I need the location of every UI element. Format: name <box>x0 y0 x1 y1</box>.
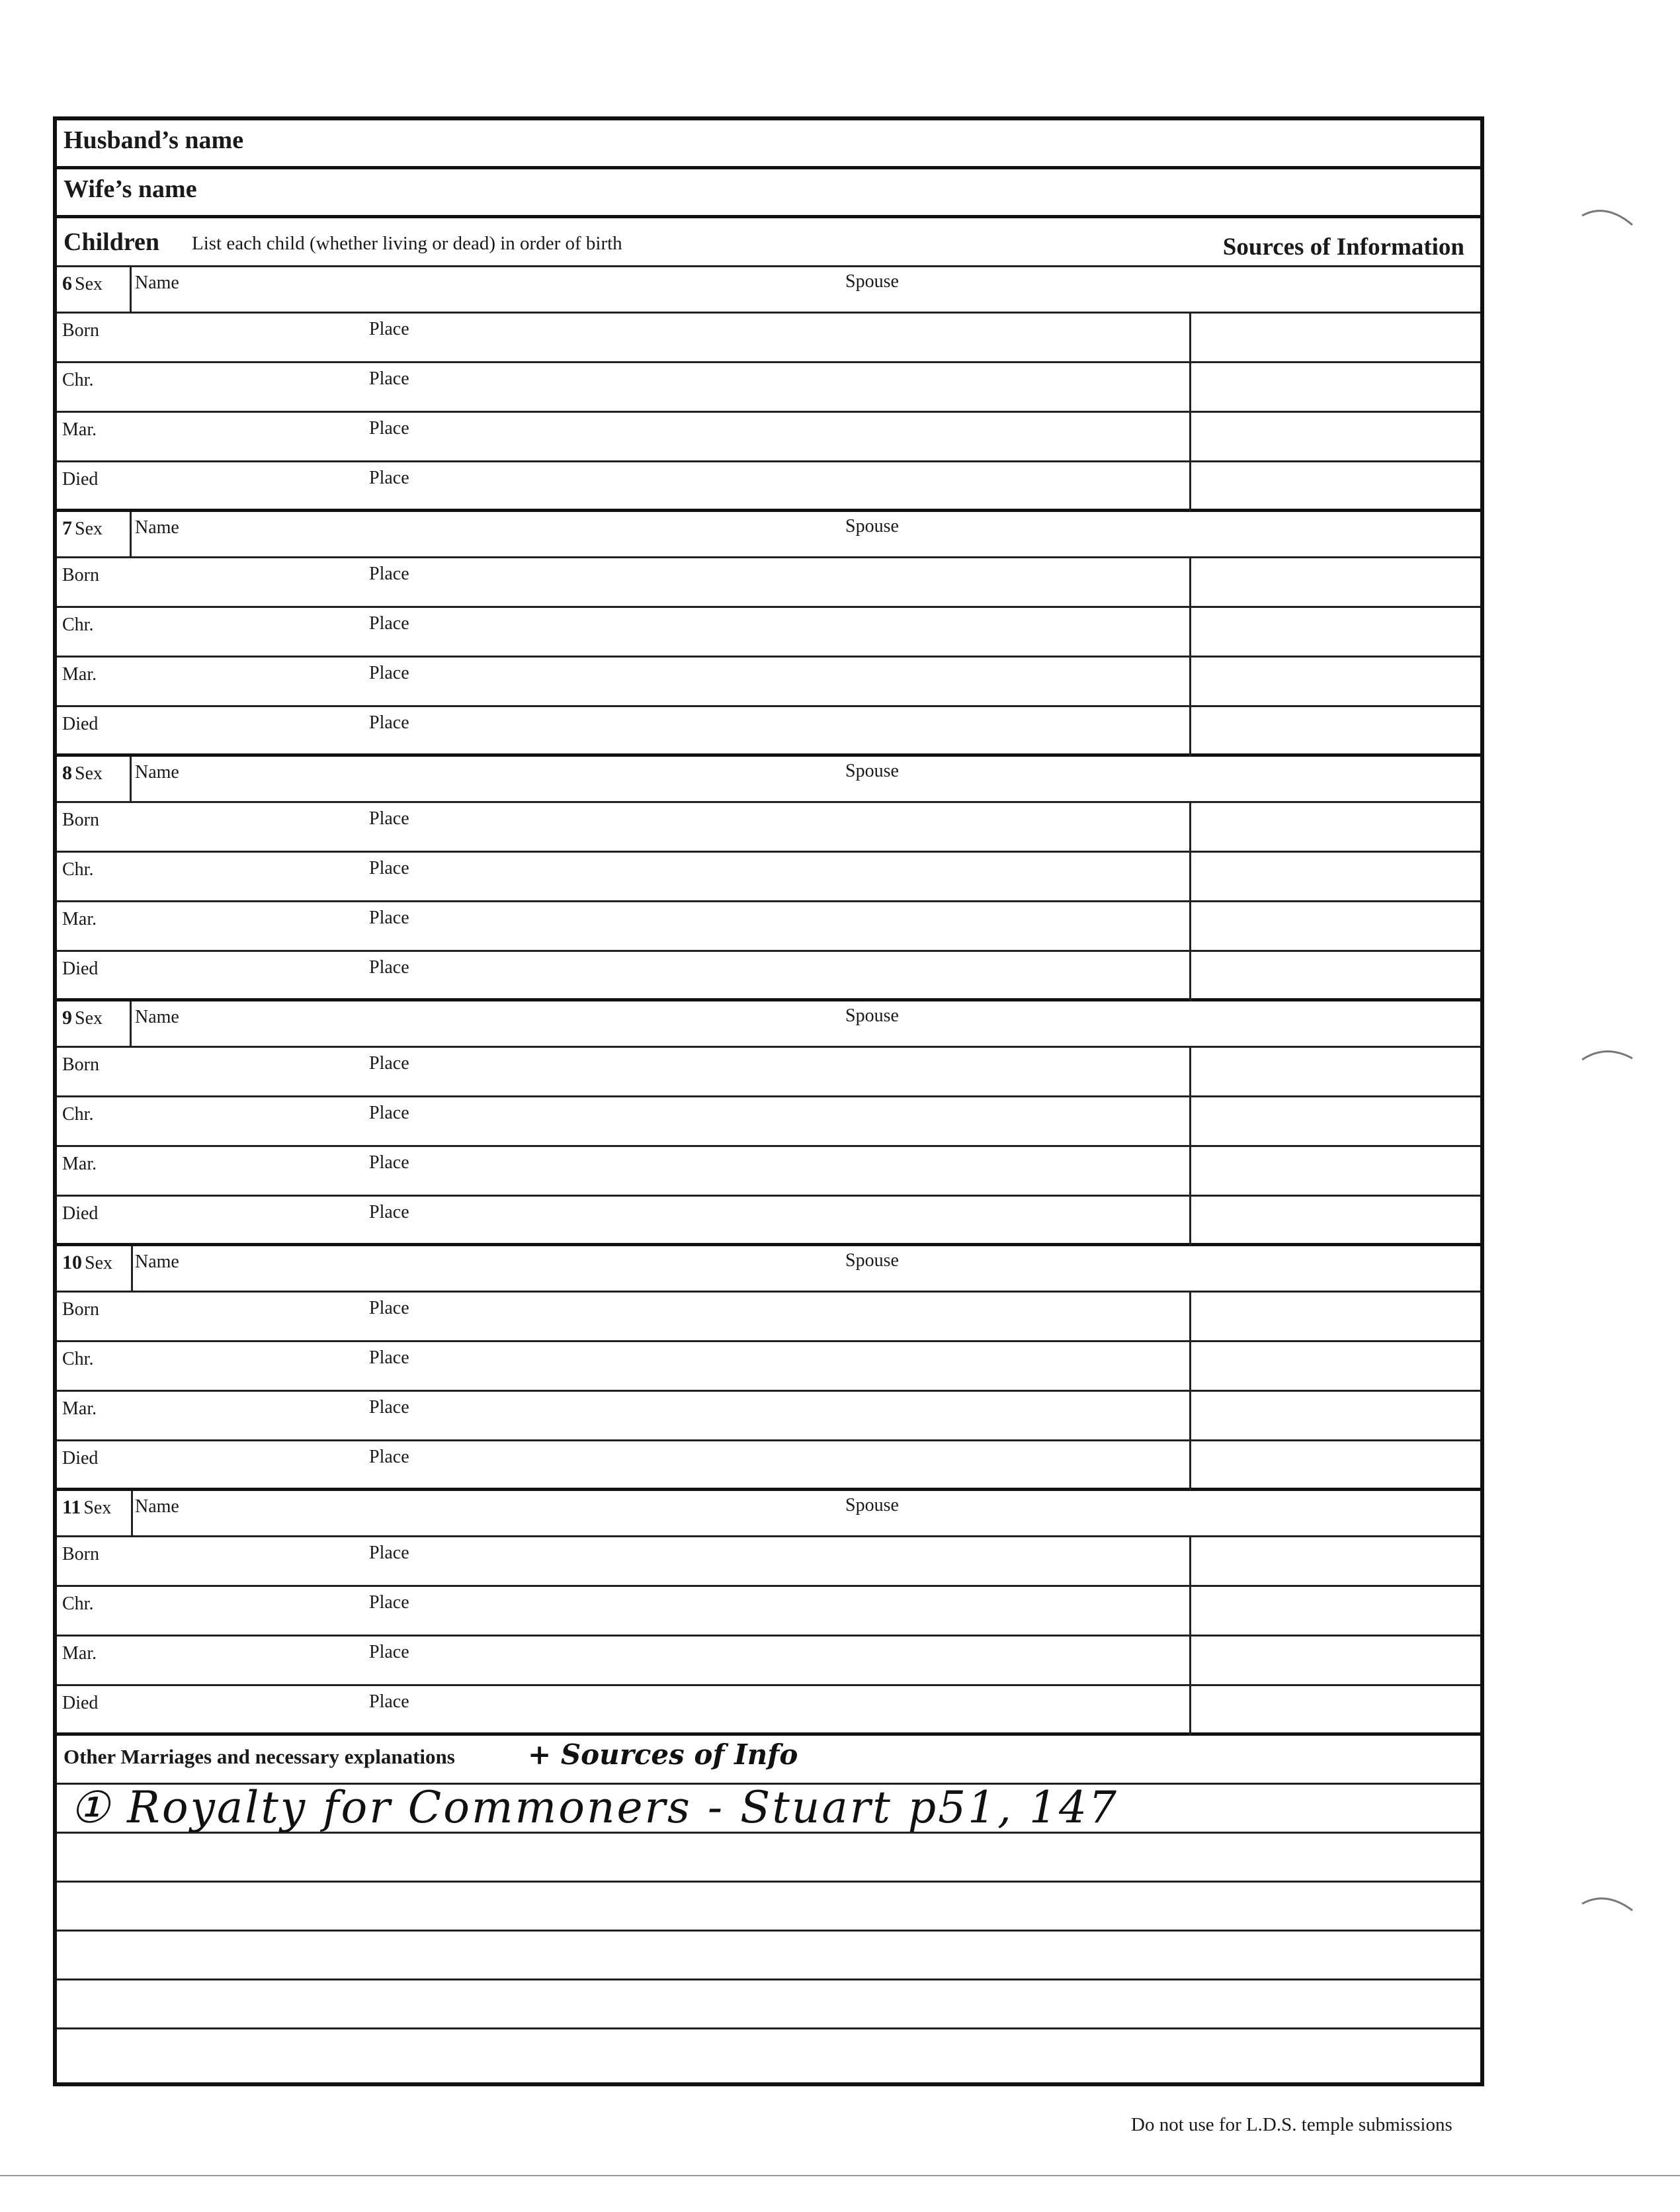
place-label: Place <box>369 613 409 634</box>
spouse-label: Spouse <box>845 271 899 292</box>
place-label: Place <box>369 1298 409 1318</box>
event-label: Died <box>62 1448 99 1468</box>
event-label: Died <box>62 1693 99 1713</box>
punch-hole-mark-top <box>1579 196 1639 235</box>
source-cell[interactable] <box>1191 363 1480 411</box>
child-event-row[interactable] <box>57 902 1480 952</box>
event-label: Born <box>62 810 99 830</box>
child-event-row[interactable] <box>57 1637 1480 1686</box>
name-label: Name <box>135 1252 179 1272</box>
name-label: Name <box>135 762 179 783</box>
sex-divider <box>130 1001 132 1048</box>
children-instructions: List each child (whether living or dead) in order of birth <box>192 233 622 254</box>
source-cell[interactable] <box>1191 1637 1480 1684</box>
event-label: Mar. <box>62 1643 97 1664</box>
source-cell[interactable] <box>1191 707 1480 755</box>
child-event-row[interactable] <box>57 1587 1480 1637</box>
child-event-row[interactable] <box>57 1342 1480 1392</box>
child-event-row[interactable] <box>57 707 1480 757</box>
child-name-row[interactable] <box>57 267 1480 314</box>
event-label: Mar. <box>62 1154 97 1174</box>
child-number: 11 <box>62 1496 81 1518</box>
child-record-10 <box>57 1246 1480 1491</box>
punch-hole-mark-middle <box>1579 1036 1639 1076</box>
children-header-row <box>57 218 1480 267</box>
sex-label: Sex <box>75 519 103 539</box>
husband-name-label: Husband’s name <box>63 126 244 154</box>
explanation-line[interactable] <box>57 1834 1480 1883</box>
child-name-row[interactable] <box>57 512 1480 558</box>
source-cell[interactable] <box>1191 853 1480 900</box>
sex-divider <box>130 757 132 803</box>
child-record-11 <box>57 1491 1480 1736</box>
source-cell[interactable] <box>1191 608 1480 656</box>
sex-divider <box>130 267 132 314</box>
child-number: 10 <box>62 1252 82 1273</box>
event-label: Died <box>62 958 99 979</box>
child-event-row[interactable] <box>57 853 1480 902</box>
place-label: Place <box>369 1202 409 1222</box>
sources-of-information-label: Sources of Information <box>1222 234 1464 261</box>
place-label: Place <box>369 1691 409 1712</box>
place-label: Place <box>369 808 409 829</box>
page-bottom-rule <box>0 2175 1680 2176</box>
child-event-row[interactable] <box>57 558 1480 608</box>
child-record-8 <box>57 757 1480 1001</box>
child-record-7 <box>57 512 1480 757</box>
husband-name-row[interactable] <box>57 120 1480 169</box>
place-label: Place <box>369 564 409 584</box>
place-label: Place <box>369 1103 409 1123</box>
child-event-row[interactable] <box>57 462 1480 512</box>
child-name-row[interactable] <box>57 757 1480 803</box>
place-label: Place <box>369 1447 409 1467</box>
spouse-label: Spouse <box>845 1495 899 1515</box>
place-label: Place <box>369 1053 409 1074</box>
spouse-label: Spouse <box>845 516 899 536</box>
event-label: Chr. <box>62 615 94 635</box>
event-label: Born <box>62 1299 99 1320</box>
name-label: Name <box>135 517 179 538</box>
event-label: Chr. <box>62 1594 94 1614</box>
explanation-line[interactable] <box>57 1782 1480 1834</box>
child-event-row[interactable] <box>57 1147 1480 1197</box>
source-cell[interactable] <box>1191 1392 1480 1439</box>
child-event-row[interactable] <box>57 1293 1480 1342</box>
child-event-row[interactable] <box>57 413 1480 462</box>
sex-label: Sex <box>83 1498 112 1518</box>
child-number: 8 <box>62 762 72 784</box>
event-label: Born <box>62 1054 99 1075</box>
source-cell[interactable] <box>1191 1587 1480 1635</box>
child-name-row[interactable] <box>57 1246 1480 1293</box>
child-event-row[interactable] <box>57 803 1480 853</box>
other-marriages-header-row[interactable] <box>57 1736 1480 1785</box>
explanation-line[interactable] <box>57 1883 1480 1932</box>
source-cell[interactable] <box>1191 1147 1480 1195</box>
punch-hole-mark-bottom <box>1579 1881 1639 1921</box>
source-cell[interactable] <box>1191 1197 1480 1244</box>
family-group-form-page <box>53 116 1484 2086</box>
event-label: Chr. <box>62 370 94 390</box>
place-label: Place <box>369 1642 409 1662</box>
event-label: Chr. <box>62 1349 94 1369</box>
spouse-label: Spouse <box>845 1005 899 1026</box>
child-record-9 <box>57 1001 1480 1246</box>
place-label: Place <box>369 858 409 878</box>
wife-name-row[interactable] <box>57 169 1480 218</box>
event-label: Born <box>62 565 99 585</box>
sex-label: Sex <box>75 763 103 784</box>
source-cell[interactable] <box>1191 462 1480 510</box>
event-label: Chr. <box>62 859 94 880</box>
event-label: Mar. <box>62 909 97 929</box>
source-cell[interactable] <box>1191 1686 1480 1734</box>
source-cell[interactable] <box>1191 952 1480 1000</box>
child-sex-cell[interactable] <box>62 762 103 785</box>
event-label: Died <box>62 714 99 734</box>
source-cell[interactable] <box>1191 902 1480 950</box>
event-label: Mar. <box>62 419 97 440</box>
source-cell[interactable] <box>1191 1097 1480 1145</box>
place-label: Place <box>369 1347 409 1368</box>
child-event-row[interactable] <box>57 1392 1480 1441</box>
handwritten-source-note: ① Royalty for Commoners - Stuart p51, 147 <box>70 1782 1118 1833</box>
child-record-6 <box>57 267 1480 512</box>
place-label: Place <box>369 1543 409 1563</box>
source-cell[interactable] <box>1191 803 1480 851</box>
child-event-row[interactable] <box>57 608 1480 658</box>
child-sex-cell[interactable] <box>62 273 103 295</box>
child-event-row[interactable] <box>57 1097 1480 1147</box>
source-cell[interactable] <box>1191 1537 1480 1585</box>
place-label: Place <box>369 712 409 733</box>
event-label: Mar. <box>62 1398 97 1419</box>
name-label: Name <box>135 1496 179 1517</box>
explanation-line[interactable] <box>57 1980 1480 2029</box>
child-number: 9 <box>62 1007 72 1029</box>
place-label: Place <box>369 1592 409 1613</box>
sex-divider <box>131 1246 133 1293</box>
place-label: Place <box>369 1397 409 1418</box>
sex-label: Sex <box>75 1008 103 1029</box>
child-sex-cell[interactable] <box>62 1252 112 1274</box>
sex-divider <box>130 512 132 558</box>
event-label: Died <box>62 469 99 489</box>
sex-label: Sex <box>85 1253 112 1273</box>
name-label: Name <box>135 273 179 293</box>
child-event-row[interactable] <box>57 1197 1480 1246</box>
child-event-row[interactable] <box>57 363 1480 413</box>
children-label: Children <box>63 228 160 256</box>
event-label: Born <box>62 1544 99 1564</box>
child-name-row[interactable] <box>57 1491 1480 1537</box>
child-event-row[interactable] <box>57 658 1480 707</box>
source-cell[interactable] <box>1191 1342 1480 1390</box>
spouse-label: Spouse <box>845 761 899 781</box>
spouse-label: Spouse <box>845 1250 899 1271</box>
event-label: Born <box>62 320 99 341</box>
source-cell[interactable] <box>1191 658 1480 705</box>
child-event-row[interactable] <box>57 1686 1480 1736</box>
wife-name-label: Wife’s name <box>63 175 197 203</box>
source-cell[interactable] <box>1191 1441 1480 1489</box>
event-label: Died <box>62 1203 99 1224</box>
child-number: 7 <box>62 517 72 539</box>
child-event-row[interactable] <box>57 1048 1480 1097</box>
child-event-row[interactable] <box>57 314 1480 363</box>
child-sex-cell[interactable] <box>62 517 103 540</box>
place-label: Place <box>369 368 409 389</box>
footer-disclaimer: Do not use for L.D.S. temple submissions <box>1131 2114 1452 2135</box>
child-name-row[interactable] <box>57 1001 1480 1048</box>
handwritten-sources-addition: + Sources of Info <box>528 1738 798 1771</box>
source-cell[interactable] <box>1191 558 1480 606</box>
place-label: Place <box>369 957 409 978</box>
explanation-line[interactable] <box>57 2029 1480 2078</box>
child-event-row[interactable] <box>57 1441 1480 1491</box>
place-label: Place <box>369 1152 409 1173</box>
place-label: Place <box>369 418 409 439</box>
place-label: Place <box>369 663 409 683</box>
event-label: Chr. <box>62 1104 94 1125</box>
child-sex-cell[interactable] <box>62 1007 103 1029</box>
source-cell[interactable] <box>1191 413 1480 460</box>
source-cell[interactable] <box>1191 1293 1480 1340</box>
sex-label: Sex <box>75 274 103 294</box>
place-label: Place <box>369 319 409 339</box>
place-label: Place <box>369 468 409 488</box>
child-sex-cell[interactable] <box>62 1496 111 1519</box>
child-number: 6 <box>62 273 72 294</box>
source-cell[interactable] <box>1191 1048 1480 1095</box>
source-cell[interactable] <box>1191 314 1480 361</box>
place-label: Place <box>369 908 409 928</box>
event-label: Mar. <box>62 664 97 685</box>
child-event-row[interactable] <box>57 1537 1480 1587</box>
other-marriages-label: Other Marriages and necessary explanations <box>63 1745 455 1768</box>
child-event-row[interactable] <box>57 952 1480 1001</box>
explanation-line[interactable] <box>57 1932 1480 1980</box>
name-label: Name <box>135 1007 179 1027</box>
sex-divider <box>131 1491 133 1537</box>
